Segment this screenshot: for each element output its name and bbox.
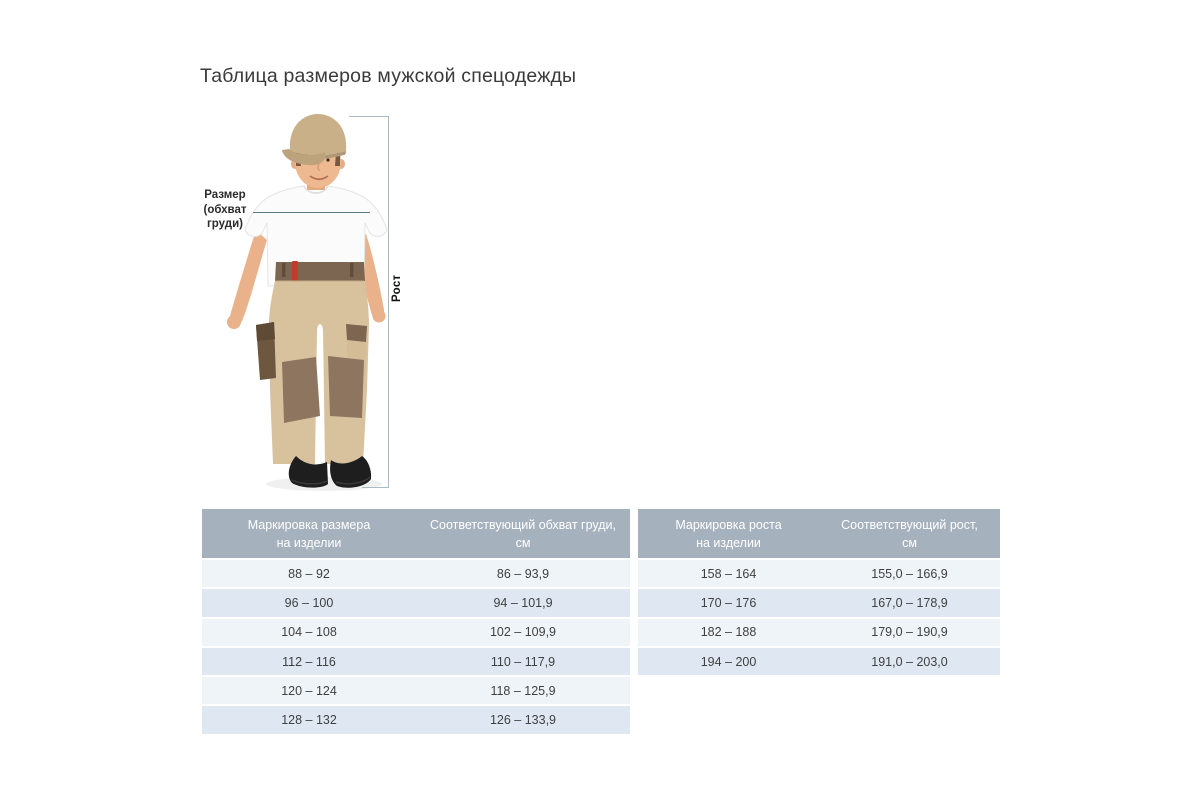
- table-row: [202, 617, 630, 646]
- height-table: [638, 509, 1000, 675]
- size-value-header-line2: см: [515, 535, 531, 550]
- height-table-body: [638, 558, 1000, 675]
- height-mark-header: [638, 509, 819, 558]
- height-value-header-line2: см: [902, 535, 917, 550]
- mark-cell: 88 – 92: [288, 566, 330, 581]
- height-mark-header-line2: на изделии: [696, 535, 761, 550]
- table-row: [202, 646, 630, 675]
- mark-cell: 112 – 116: [282, 654, 336, 669]
- mark-cell: 194 – 200: [700, 654, 757, 669]
- height-bracket-bottom: [362, 487, 389, 488]
- worker-illustration: [212, 110, 388, 500]
- table-row: [638, 558, 1000, 587]
- table-row: [638, 587, 1000, 616]
- chest-label-line3: груди): [207, 218, 243, 230]
- chest-measure-line: [253, 212, 370, 213]
- value-cell: 86 – 93,9: [496, 566, 550, 581]
- value-cell: 102 – 109,9: [489, 625, 557, 640]
- height-measure-label: Рост: [391, 274, 403, 302]
- size-mark-header-line2: на изделии: [276, 535, 342, 550]
- mark-cell: 128 – 132: [281, 713, 337, 728]
- table-row: [202, 704, 630, 733]
- value-cell: 191,0 – 203,0: [871, 654, 948, 669]
- height-value-header-line1: Соответствующий рост,: [841, 517, 978, 532]
- height-mark-header-line1: Маркировка роста: [675, 517, 782, 532]
- mark-cell: 120 – 124: [281, 683, 337, 698]
- table-row: [638, 646, 1000, 675]
- size-value-header-line1: Соответствующий обхват груди,: [430, 517, 616, 532]
- value-cell: 126 – 133,9: [489, 713, 557, 728]
- table-row: [202, 675, 630, 704]
- table-row: [202, 558, 630, 587]
- height-bracket-line: [388, 116, 389, 488]
- value-cell: 110 – 117,9: [490, 654, 556, 669]
- chest-label-line2: (обхват: [203, 203, 247, 216]
- size-table-body: [202, 558, 630, 734]
- table-row: [638, 617, 1000, 646]
- page-title: Таблица размеров мужской спецодежды: [200, 65, 577, 87]
- size-mark-header-line1: Маркировка размера: [247, 517, 371, 532]
- value-cell: 167,0 – 178,9: [871, 595, 948, 610]
- height-value-header: [819, 509, 1000, 558]
- mark-cell: 182 – 188: [700, 625, 757, 640]
- knee-patches: [282, 356, 364, 423]
- value-cell: 94 – 101,9: [493, 595, 553, 610]
- size-table: [202, 509, 630, 734]
- mark-cell: 158 – 164: [700, 566, 757, 581]
- mark-cell: 104 – 108: [281, 625, 337, 640]
- size-value-header: [416, 509, 630, 558]
- mark-cell: 96 – 100: [284, 595, 334, 610]
- size-mark-header: [202, 509, 416, 558]
- height-bracket-top: [349, 116, 389, 117]
- chest-measure-label: [197, 188, 253, 232]
- chest-label-line1: Размер: [204, 189, 246, 201]
- value-cell: 118 – 125,9: [490, 683, 556, 698]
- mark-cell: 170 – 176: [700, 595, 757, 610]
- value-cell: 179,0 – 190,9: [871, 625, 948, 640]
- table-row: [202, 587, 630, 616]
- size-table-header: [202, 509, 630, 558]
- value-cell: 155,0 – 166,9: [871, 566, 948, 581]
- height-table-header: [638, 509, 1000, 558]
